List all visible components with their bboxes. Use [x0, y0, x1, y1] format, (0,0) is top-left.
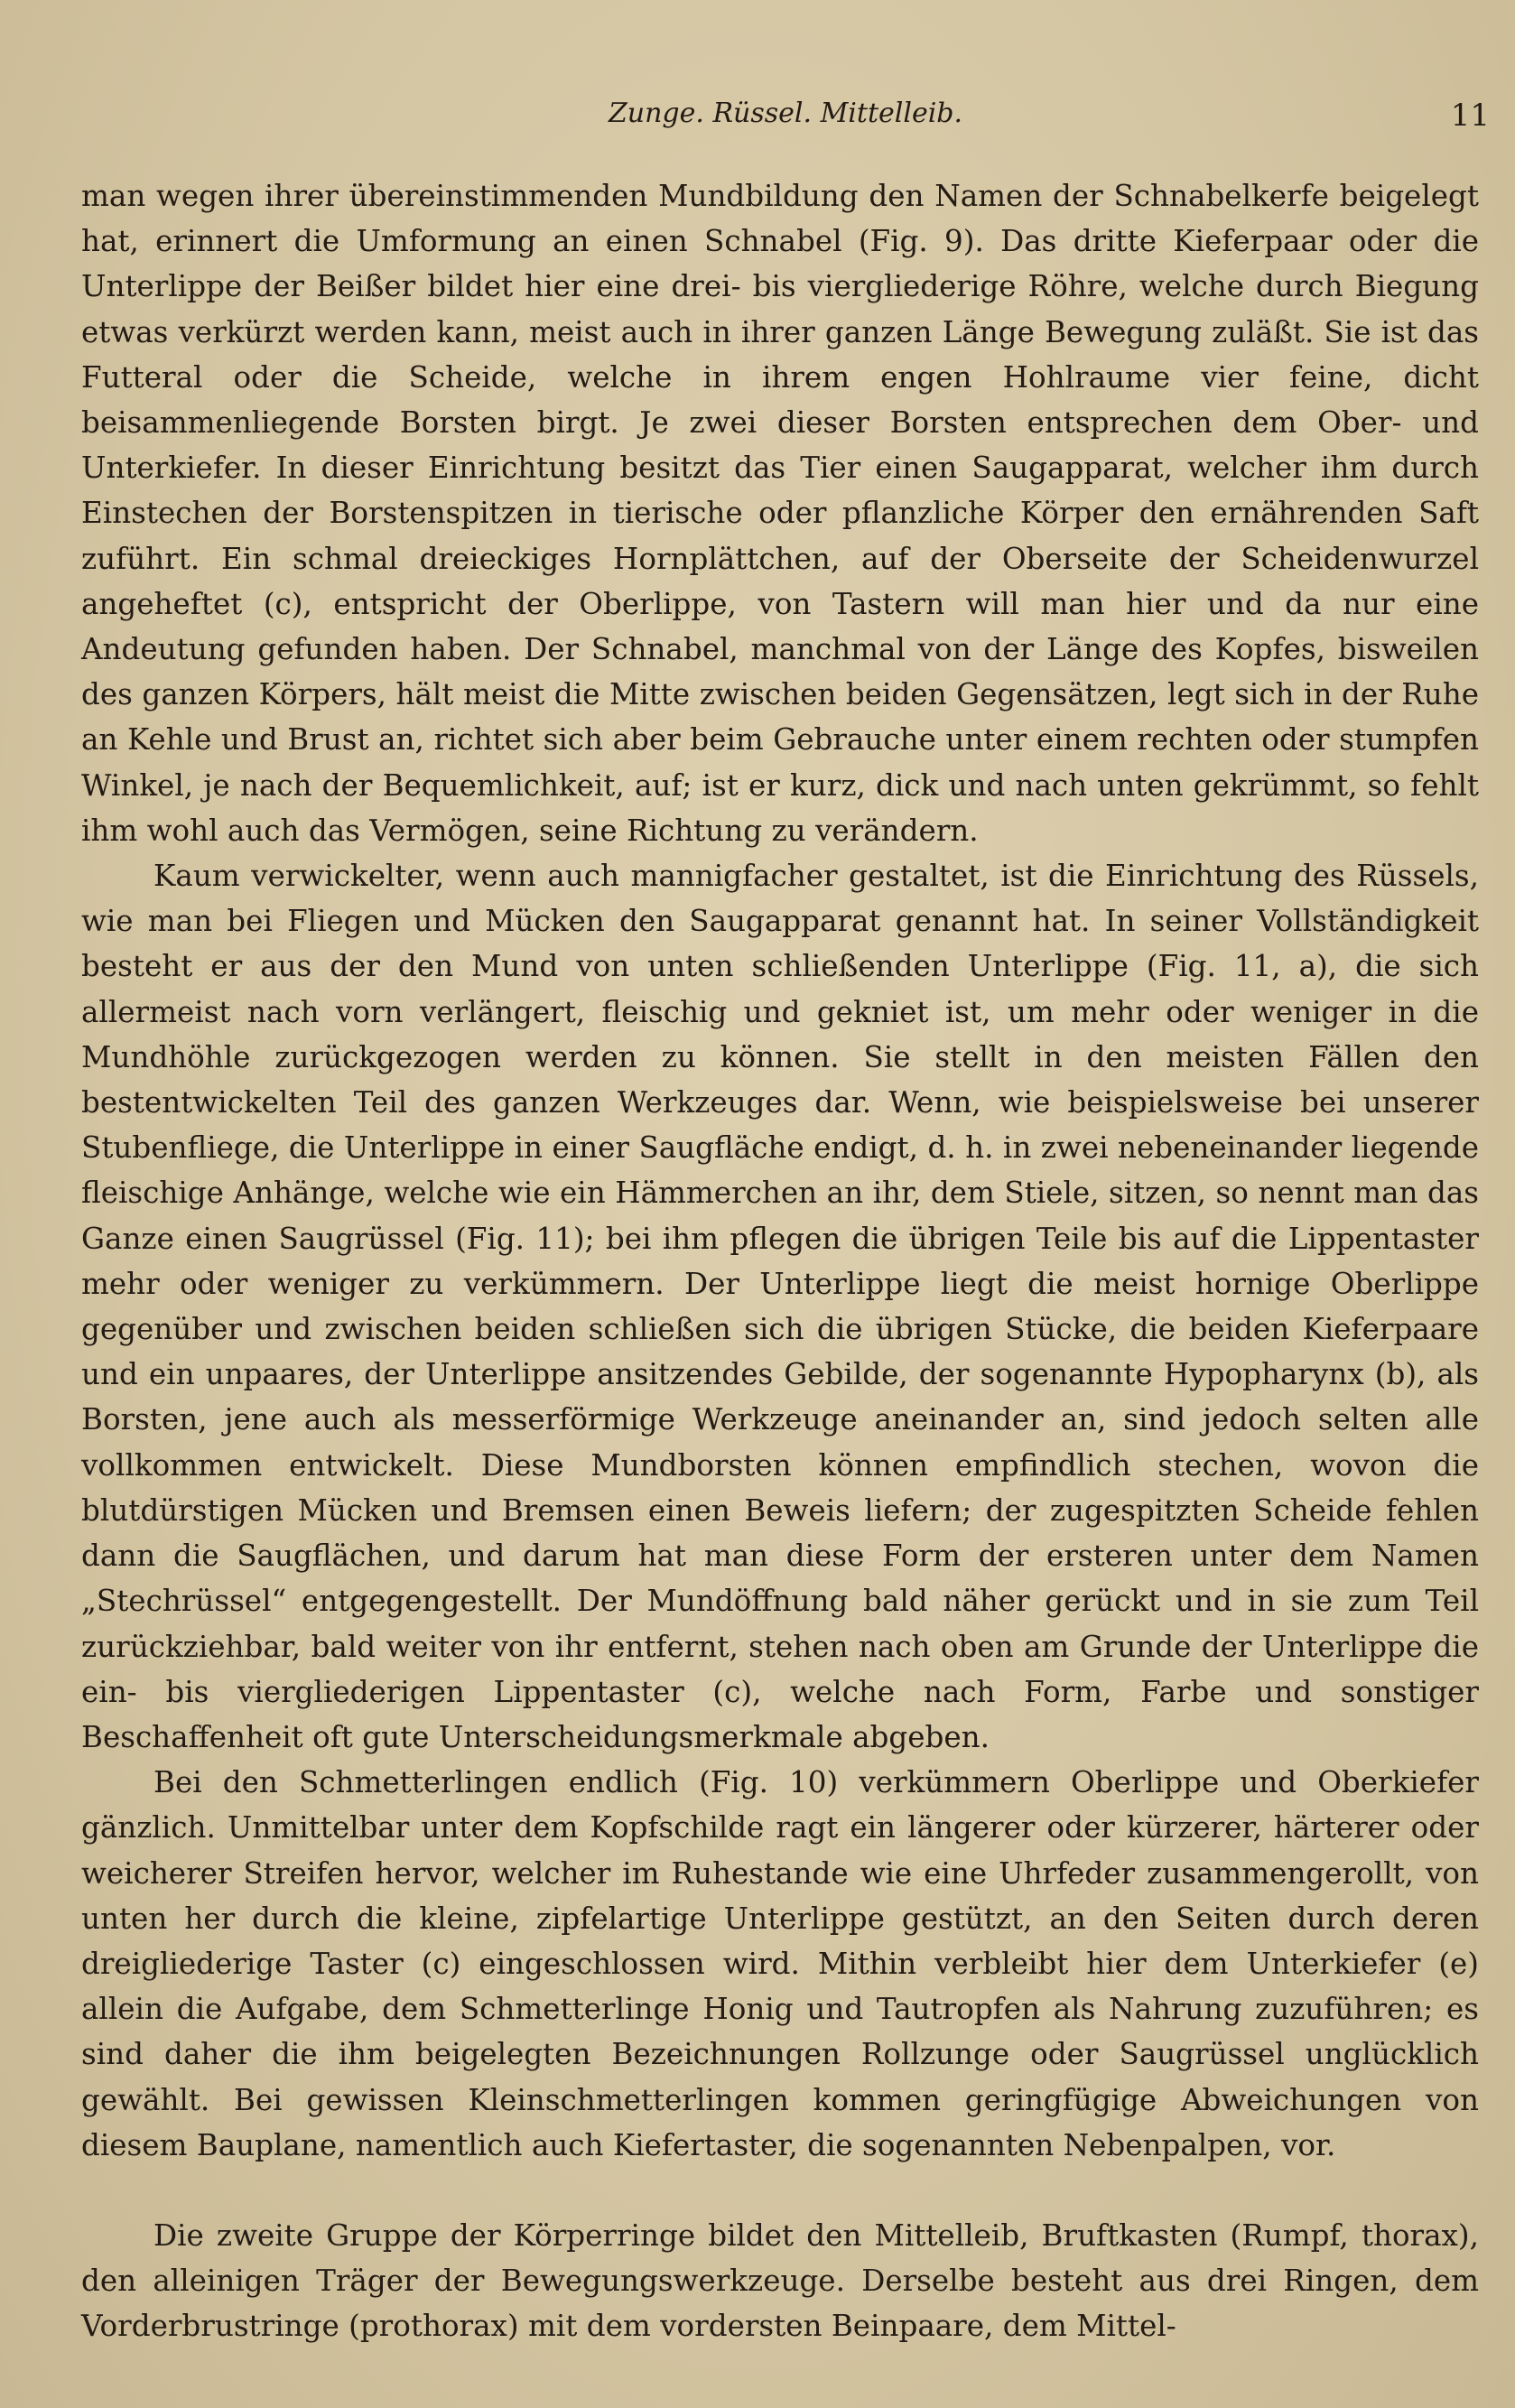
page-number: 11 [1450, 98, 1490, 134]
paragraph-1: man wegen ihrer übereinstimmenden Mundbildung den Namen der Schnabelkerfe beigelegt hat, erinnert die Umformung an einen Schnabel (Fig. 9). Das dritte Kieferpaar oder die Unterlippe der Beißer bildet hier eine drei- bis viergliederige Röhre, welche durch Biegung etwas verkürzt werden kann, meist auch in ihrer ganzen Länge Bewegung zuläßt. Sie ist das Futteral oder die Scheide, welche in ihrem engen Hohlraume vier feine, dicht beisammenliegende Borsten birgt. Je zwei dieser Borsten entsprechen dem Ober- und Unterkiefer. In dieser Einrichtung besitzt das Tier einen Saugapparat, welcher ihm durch Einstechen der Borstenspitzen in tierische oder pflanzliche Körper den ernährenden Saft zuführt. Ein schmal dreieckiges Hornplättchen, auf der Oberseite der Scheidenwurzel angeheftet (c), entspricht der Oberlippe, von Tastern will man hier und da nur eine Andeutung gefunden haben. Der Schnabel, manchmal von der Länge des Kopfes, bisweilen des ganzen Körpers, hält meist die Mitte zwischen beiden Gegensätzen, legt sich in der Ruhe an Kehle und Brust an, richtet sich aber beim Gebrauche unter einem rechten oder stumpfen Winkel, je nach der Bequemlichkeit, auf; ist er kurz, dick und nach unten gekrümmt, so fehlt ihm wohl auch das Vermögen, seine Richtung zu verändern. [81, 179, 1479, 848]
running-header [81, 98, 1490, 137]
paragraph-4: Die zweite Gruppe der Körperringe bildet den Mittelleib, Bruftkasten (Rumpf, thorax), den alleinigen Träger der Bewegungswerkzeuge. Derselbe besteht aus drei Ringen, dem Vorderbrustringe (prothorax) mit dem vordersten Beinpaare, dem Mittel- [81, 2217, 1479, 2344]
header-title: Zunge. Rüssel. Mittelleib. [608, 98, 963, 129]
paragraph-3: Bei den Schmetterlingen endlich (Fig. 10) verkümmern Oberlippe und Oberkiefer gänzlich. Unmittelbar unter dem Kopfschilde ragt ein längerer oder kürzerer, härterer oder weicherer Streifen hervor, welcher im Ruhestande wie eine Uhrfeder zusammengerollt, von unten her durch die kleine, zipfelartige Unterlippe gestützt, an den Seiten durch deren dreigliederige Taster (c) eingeschlossen wird. Mithin verbleibt hier dem Unterkiefer (e) allein die Aufgabe, dem Schmetterlinge Honig und Tautropfen als Nahrung zuzuführen; es sind daher die ihm beigelegten Bezeichnungen Rollzunge oder Saugrüssel unglücklich gewählt. Bei gewissen Kleinschmetterlingen kommen geringfügige Abweichungen von diesem Bauplane, namentlich auch Kiefertaster, die sogenannten Nebenpalpen, vor. [81, 1765, 1479, 2162]
body-text [81, 173, 1479, 2349]
paragraph-2: Kaum verwickelter, wenn auch mannigfacher gestaltet, ist die Einrichtung des Rüssels, wie man bei Fliegen und Mücken den Saugapparat genannt hat. In seiner Vollständigkeit besteht er aus der den Mund von unten schließenden Unterlippe (Fig. 11, a), die sich allermeist nach vorn verlängert, fleischig und gekniet ist, um mehr oder weniger in die Mundhöhle zurückgezogen werden zu können. Sie stellt in den meisten Fällen den bestentwickelten Teil des ganzen Werkzeuges dar. Wenn, wie beispielsweise bei unserer Stubenfliege, die Unterlippe in einer Saugfläche endigt, d. h. in zwei nebeneinander liegende fleischige Anhänge, welche wie ein Hämmerchen an ihr, dem Stiele, sitzen, so nennt man das Ganze einen Saugrüssel (Fig. 11); bei ihm pflegen die übrigen Teile bis auf die Lippentaster mehr oder weniger zu verkümmern. Der Unterlippe liegt die meist hornige Oberlippe gegenüber und zwischen beiden schließen sich die übrigen Stücke, die beiden Kieferpaare und ein unpaares, der Unterlippe ansitzendes Gebilde, der sogenannte Hypopharynx (b), als Borsten, jene auch als messerförmige Werkzeuge aneinander an, sind jedoch selten alle vollkommen entwickelt. Diese Mundborsten können empfindlich stechen, wovon die blutdürstigen Mücken und Bremsen einen Beweis liefern; der zugespitzten Scheide fehlen dann die Saugflächen, und darum hat man diese Form der ersteren unter dem Namen „Stechrüssel“ entgegengestellt. Der Mundöffnung bald näher gerückt und in sie zum Teil zurückziehbar, bald weiter von ihr entfernt, stehen nach oben am Grunde der Unterlippe die ein- bis viergliederigen Lippentaster (c), welche nach Form, Farbe und sonstiger Beschaffenheit oft gute Unterscheidungsmerkmale abgeben. [81, 859, 1479, 1754]
